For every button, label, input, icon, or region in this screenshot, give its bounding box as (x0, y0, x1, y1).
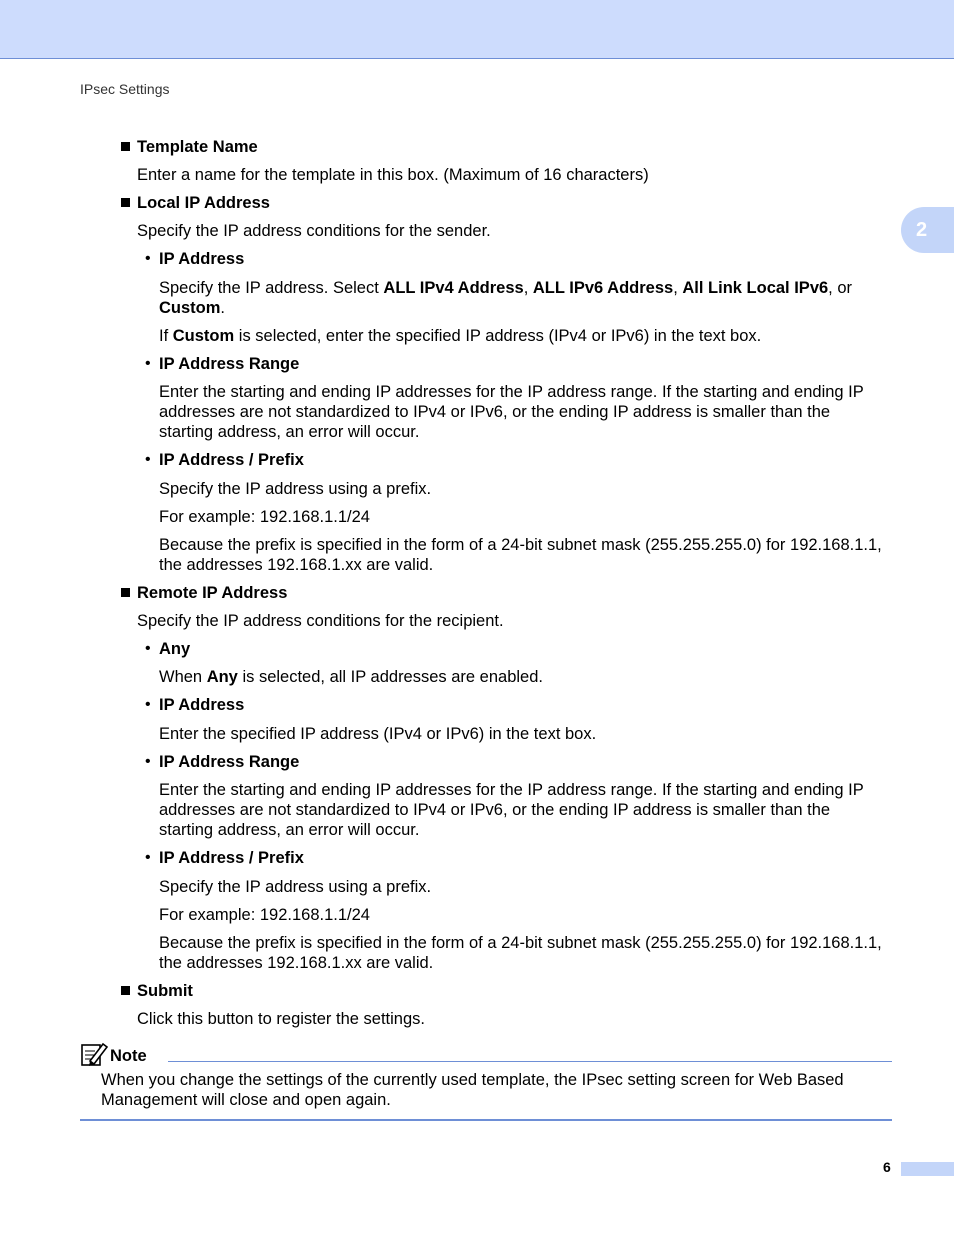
sub-text-local-prefix-line1: Specify the IP address using a prefix. (159, 480, 432, 498)
square-bullet-icon (121, 198, 130, 207)
sub-title-remote-any: Any (159, 640, 191, 658)
sub-text-local-range-line1: Enter the starting and ending IP addresses for the IP address range. If the starting and ending IP (159, 383, 864, 401)
sub-text-local-ip-address-line1: Specify the IP address. Select ALL IPv4 Address, ALL IPv6 Address, All Link Local IPv6, or (159, 279, 853, 297)
sub-text-remote-prefix-line3: Because the prefix is specified in the form of a 24-bit subnet mask (255.255.255.0) for 192.168.1.1, (159, 934, 882, 952)
sub-text-remote-any: When Any is selected, all IP addresses are enabled. (159, 668, 543, 686)
sub-text-remote-range-line3: starting address, an error will occur. (159, 821, 420, 839)
square-bullet-icon (121, 986, 130, 995)
dot-bullet-icon: • (145, 849, 151, 866)
sub-title-remote-ip-address: IP Address (159, 696, 245, 714)
dot-bullet-icon: • (145, 753, 151, 770)
sub-title-remote-prefix: IP Address / Prefix (159, 849, 304, 867)
sub-text-remote-prefix-line2: For example: 192.168.1.1/24 (159, 906, 370, 924)
dot-bullet-icon: • (145, 451, 151, 468)
sub-text-local-ip-address-line3: If Custom is selected, enter the specified IP address (IPv4 or IPv6) in the text box. (159, 327, 762, 345)
running-title: IPsec Settings (80, 81, 170, 97)
square-bullet-icon (121, 142, 130, 151)
sub-text-remote-range-line1: Enter the starting and ending IP addresses for the IP address range. If the starting and ending IP (159, 781, 864, 799)
dot-bullet-icon: • (145, 250, 151, 267)
item-title-template-name: Template Name (137, 138, 258, 156)
note-label: Note (110, 1047, 147, 1065)
sub-text-local-range-line3: starting address, an error will occur. (159, 423, 420, 441)
sub-text-local-prefix-line3: Because the prefix is specified in the form of a 24-bit subnet mask (255.255.255.0) for 192.168.1.1, (159, 536, 882, 554)
pencil-note-icon (80, 1040, 108, 1068)
square-bullet-icon (121, 588, 130, 597)
sub-text-remote-prefix-line4: the addresses 192.168.1.xx are valid. (159, 954, 434, 972)
item-title-submit: Submit (137, 982, 193, 1000)
dot-bullet-icon: • (145, 640, 151, 657)
sub-text-local-range-line2: addresses are not standardized to IPv4 or IPv6, or the ending IP address is smaller than the (159, 403, 831, 421)
sub-text-remote-range-line2: addresses are not standardized to IPv4 or IPv6, or the ending IP address is smaller than the (159, 801, 831, 819)
item-desc-local-ip: Specify the IP address conditions for the sender. (137, 222, 491, 240)
sub-text-local-ip-address-line2: Custom. (159, 299, 226, 317)
sub-text-local-prefix-line2: For example: 192.168.1.1/24 (159, 508, 370, 526)
dot-bullet-icon: • (145, 696, 151, 713)
sub-title-local-prefix: IP Address / Prefix (159, 451, 304, 469)
note-bottom-rule (80, 1119, 892, 1121)
sub-title-local-ip-address: IP Address (159, 250, 245, 268)
item-title-local-ip: Local IP Address (137, 194, 270, 212)
dot-bullet-icon: • (145, 355, 151, 372)
page-number: 6 (883, 1159, 891, 1175)
note-top-rule (168, 1061, 892, 1062)
note-text-line1: When you change the settings of the currently used template, the IPsec setting screen for Web Based (101, 1071, 844, 1089)
page-number-bar (901, 1162, 954, 1176)
item-title-remote-ip: Remote IP Address (137, 584, 288, 602)
sub-title-remote-range: IP Address Range (159, 753, 300, 771)
item-desc-remote-ip: Specify the IP address conditions for the recipient. (137, 612, 504, 630)
item-desc-template-name: Enter a name for the template in this box. (Maximum of 16 characters) (137, 166, 649, 184)
chapter-tab: 2 (901, 207, 954, 253)
note-text-line2: Management will close and open again. (101, 1091, 391, 1109)
item-desc-submit: Click this button to register the settings. (137, 1010, 425, 1028)
sub-title-local-range: IP Address Range (159, 355, 300, 373)
sub-text-local-prefix-line4: the addresses 192.168.1.xx are valid. (159, 556, 434, 574)
sub-text-remote-prefix-line1: Specify the IP address using a prefix. (159, 878, 432, 896)
header-band (0, 0, 954, 59)
sub-text-remote-ip-address: Enter the specified IP address (IPv4 or IPv6) in the text box. (159, 725, 597, 743)
